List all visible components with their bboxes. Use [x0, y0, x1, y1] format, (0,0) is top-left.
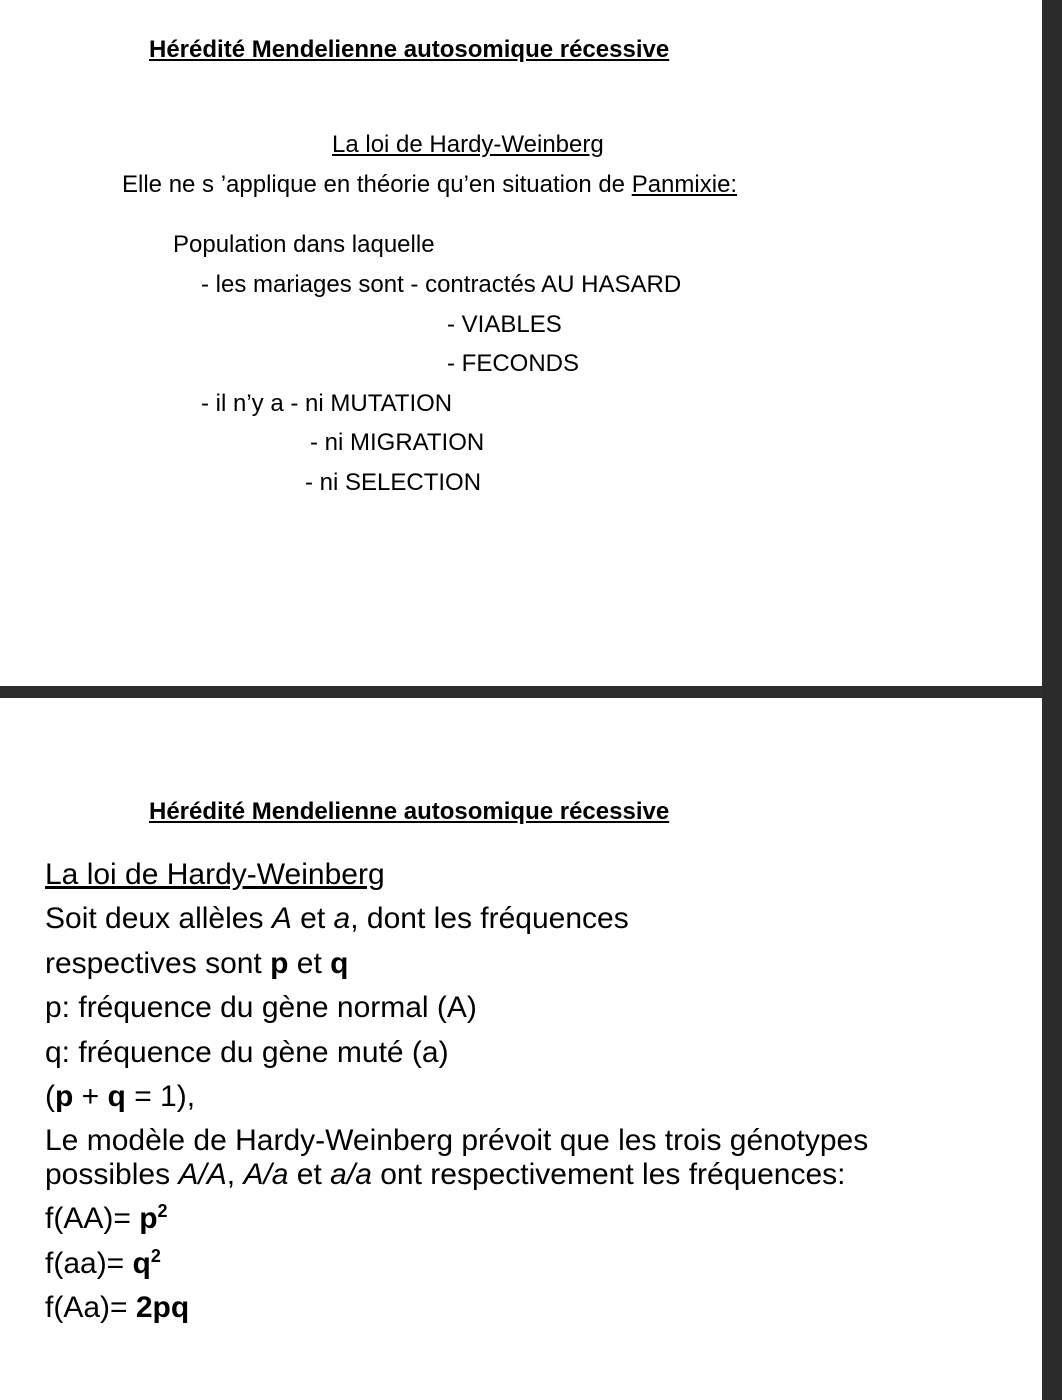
- f-AA-exponent: 2: [157, 1201, 168, 1221]
- f-aa-exponent: 2: [150, 1246, 161, 1266]
- slide-2-heading: Hérédité Mendelienne autosomique récessive: [149, 798, 670, 825]
- panmixie-intro-text: Elle ne s ’applique en théorie qu’en situation de: [122, 171, 632, 198]
- model-line-2: [45, 1158, 845, 1192]
- viables-line: - VIABLES: [447, 311, 562, 338]
- population-line: Population dans laquelle: [173, 231, 435, 258]
- p-definition: p: fréquence du gène normal (A): [45, 991, 477, 1024]
- alleles-text-1: Soit deux allèles: [45, 902, 272, 935]
- allele-A: A: [271, 902, 292, 935]
- alleles-line: [45, 902, 629, 936]
- panmixie-term: Panmixie:: [631, 171, 738, 198]
- sum-open: (: [45, 1080, 55, 1113]
- slide-2: [0, 698, 1042, 1400]
- model-text-3: et: [288, 1158, 331, 1191]
- model-text-2: ,: [226, 1158, 244, 1191]
- alleles-text-3: , dont les fréquences: [350, 902, 629, 935]
- model-text-4: ont respectivement les fréquences:: [371, 1158, 846, 1191]
- migration-line: - ni MIGRATION: [310, 429, 485, 456]
- alleles-text-2: et: [291, 902, 334, 935]
- mutation-line: - il n’y a - ni MUTATION: [201, 390, 453, 417]
- right-edge-bar: [1042, 0, 1062, 1400]
- sum-p: p: [55, 1080, 74, 1113]
- model-text-1: possibles: [45, 1158, 179, 1191]
- f-aa-label: f(aa)=: [45, 1247, 133, 1280]
- f-AA-line: [45, 1202, 168, 1236]
- symbol-p: p: [270, 947, 289, 980]
- genotype-Aa: A/a: [243, 1158, 289, 1191]
- panmixie-intro: [122, 171, 737, 199]
- frequencies-line: [45, 947, 348, 981]
- genotype-AA: A/A: [178, 1158, 227, 1191]
- f-aa-value: q: [132, 1247, 151, 1280]
- slide-1-law-title: La loi de Hardy-Weinberg: [332, 131, 604, 158]
- frequencies-text-2: et: [288, 947, 331, 980]
- q-definition: q: fréquence du gène muté (a): [45, 1036, 449, 1069]
- f-aa-line: [45, 1247, 161, 1281]
- sum-equation: [45, 1080, 195, 1114]
- model-line-1: Le modèle de Hardy-Weinberg prévoit que les trois génotypes: [45, 1124, 869, 1157]
- sum-q: q: [107, 1080, 126, 1113]
- selection-line: - ni SELECTION: [305, 469, 482, 496]
- slide-1: [0, 0, 1042, 686]
- slide-divider: [0, 686, 1042, 698]
- genotype-aa: a/a: [330, 1158, 372, 1191]
- allele-a: a: [333, 902, 351, 935]
- f-AA-label: f(AA)=: [45, 1202, 140, 1235]
- sum-rest: = 1),: [125, 1080, 196, 1113]
- f-AA-value: p: [139, 1202, 158, 1235]
- frequencies-text-1: respectives sont: [45, 947, 271, 980]
- slide-2-law-title: La loi de Hardy-Weinberg: [45, 858, 385, 891]
- symbol-q: q: [330, 947, 349, 980]
- f-Aa-value: 2pq: [135, 1291, 190, 1324]
- feconds-line: - FECONDS: [447, 350, 579, 377]
- mariages-line: - les mariages sont - contractés AU HASARD: [201, 271, 682, 298]
- f-Aa-label: f(Aa)=: [45, 1291, 136, 1324]
- slide-1-heading: Hérédité Mendelienne autosomique récessive: [149, 36, 670, 63]
- sum-plus: +: [73, 1080, 108, 1113]
- f-Aa-line: [45, 1291, 189, 1325]
